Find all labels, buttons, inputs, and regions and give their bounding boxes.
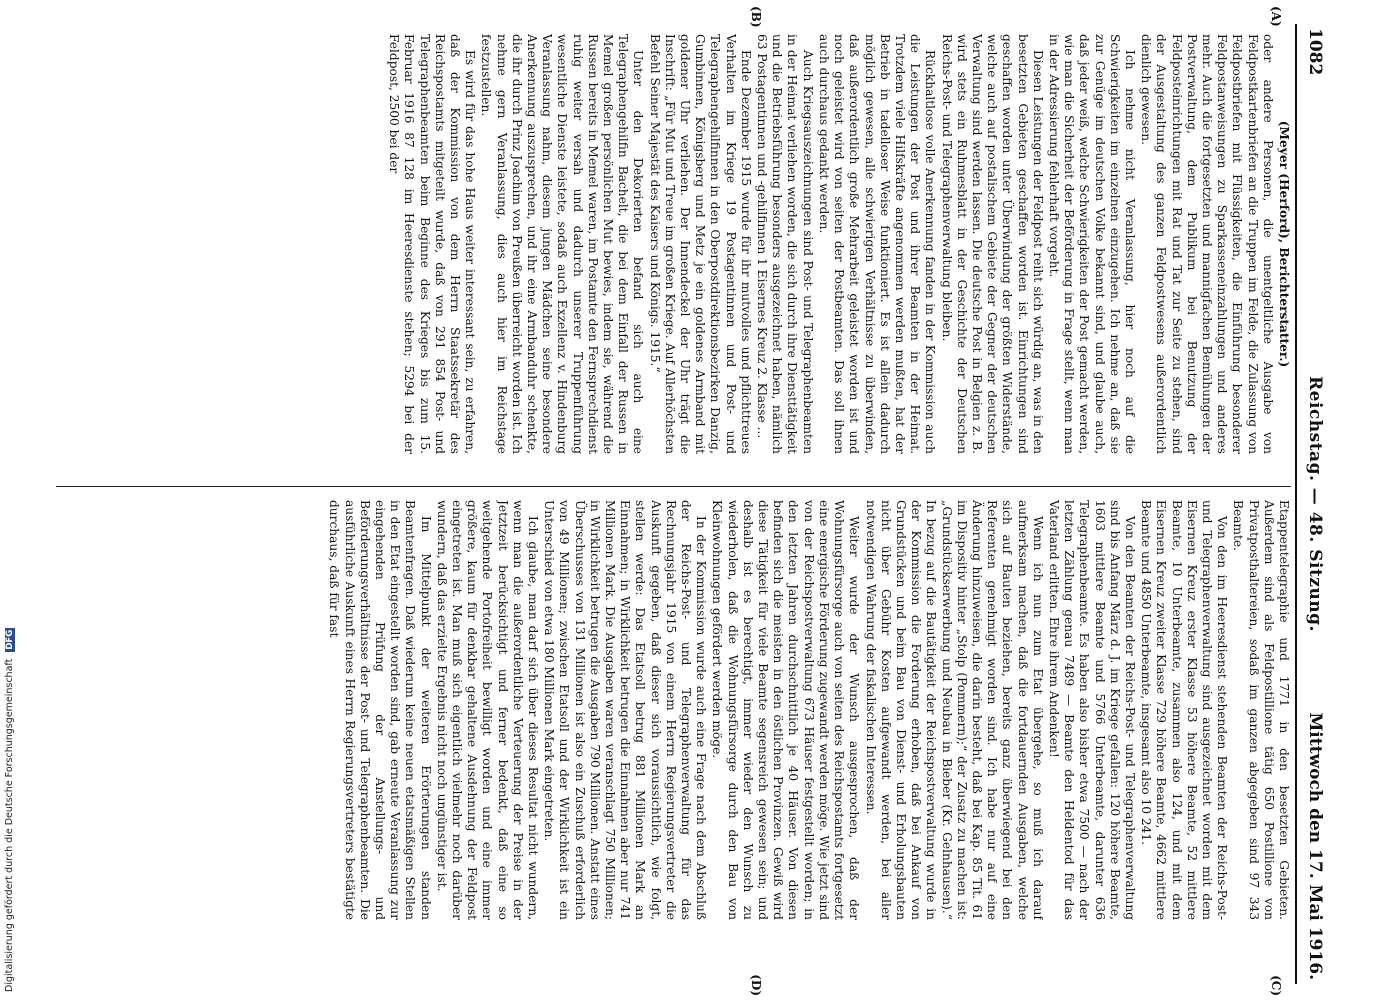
header-rule: [1295, 24, 1297, 984]
paragraph: Diesen Leistungen der Feldpost reiht sich würdig an, was in den besetzten Gebieten geschaffen worden ist. Einrichtungen sind geschaffen worden unter Überwindung der größten Widerstände, welche auch auf postalischem Gebiete der Gegner der deutschen Verwaltung sind werden lassen. Die deutsche Post in Belgien z. B. wird stets ein Ruhmesblatt in der Geschichte der Deutschen Reichs-Post- und Telegraphenverwaltung bleiben.: [939, 34, 1045, 454]
page-number: 1082: [1305, 28, 1325, 76]
session-date: Mittwoch den 17. Mai 1916.: [1305, 712, 1325, 980]
paragraph: Ich glaube, man darf sich über dieses Resultat nicht wundern, wenn man die außerordentliche Verteuerung der Preise in der Jetztzeit berücksichtigt und ferner bedenkt, daß eine so weitgehende Portofreiheit bewilligt worden und eine immer größere, kaum für denkbar gehaltene Ausdehnung der Feldpost eingetreten ist. Man muß sich eigentlich vielmehr noch darüber wundern, daß das erzielte Ergebnis nicht noch ungünstiger ist.: [434, 500, 541, 920]
margin-marker-c: (C): [1269, 975, 1283, 996]
page-title: Reichstag. — 48. Sitzung.: [1305, 376, 1325, 632]
dfg-logo: DFG: [5, 629, 15, 650]
paragraph: Weiter wurde der Wunsch ausgesprochen, daß der Wohnungsfürsorge auch von seiten des Reichspostamts fortgesetzt eine energische Förderung zugewandt werden möge. Wie jetzt sind von der Reichspostverwaltung 673 Häuser festgestellt worden; in den letzten Jahren durchschnittlich je 40 Häuser. Von diesen befinden sich die meisten in den östlichen Provinzen. Gewiß wird diese Tätigkeit für viele Beamte segensreich gewesen sein; und deshalb ist es berechtigt, immer wieder den Wunsch zu wiederholen, daß die Wohnungsfürsorge durch den Bau von Kleinwohnungen gefördert werden möge.: [710, 500, 862, 920]
digitization-credit: [4, 628, 15, 992]
paragraph: Ich nehme nicht Veranlassung, hier noch auf die Schwierigkeiten im einzelnen einzugehen. Ich nehme an, daß sie zur Genüge im deutschen Volke bekannt sind, und glaube auch, daß jeder weiß, welche Schwierigkeiten der Post gemacht werden, wie man die Sicherheit der Beförderung in Frage stellt, wenn man in der Adressierung fehlerhaft vorgeht.: [1046, 34, 1137, 454]
margin-marker-d: (D): [749, 974, 763, 996]
paragraph: In der Kommission wurde auch eine Frage nach dem Abschluß der Reichs-Post- und Telegraphenverwaltung für das Rechnungsjahr 1915 von einem Herrn Regierungsvertreter die Auskunft gegeben, daß dieser sich voraussichtlich, wie folgt, stellen werde: Das Etatsoll betrug 881 Millionen Mark an Einnahmen; in Wirklichkeit betrugen die Einnahmen aber nur 741 Millionen Mark. Die Ausgaben waren veranschlagt 750 Millionen; in Wirklichkeit betrugen die Ausgaben 790 Millionen. Anstatt eines Überschusses von 131 Millionen ist also ein Zuschuß erforderlich von 49 Millionen; zwischen Etatsoll und der Wirklichkeit ist ein Unterschied von etwa 180 Millionen Mark eingetreten.: [542, 500, 709, 920]
paragraph: Unter den Dekorierten befand sich auch eine Telegraphengehilfin Bachelt, die bei dem Einfall der Russen in Memel großen persönlichen Mut bewies, indem sie, während die Russen bereits in Memel waren, im Postamte den Fernsprechdienst ruhig weiter versah und dadurch unserer Truppenführung wesentliche Dienste leistete, sodaß auch Exzellenz v. Hindenburg Veranlassung nahm, diesem jungen Mädchen seine besondere Anerkennung auszusprechen, und ihr eine Armbanduhr schenkte, die ihr durch Prinz Joachim von Preußen überreicht worden ist. Ich nehme gern Veranlassung, dies auch hier im Reichstage festzustellen.: [479, 34, 646, 454]
paragraph: Wenn ich nun zum Etat übergehe, so muß ich darauf aufmerksam machen, daß die fortdauernden Ausgaben, welche sich auf Bauten beziehen, bereits ganz überwiegend bei den Referenten genehmigt worden sind. Ich habe nur auf eine Änderung hinzuweisen, die darin besteht, daß bei Kap. 85 Tit. 61 im Dispositiv hinter „Stolp (Pommern);“ der Zusatz zu machen ist: „Grundstückserwerbung und Neubau in Bieber (Kr. Gelnhausen).“ In bezug auf die Bautätigkeit der Reichspostverwaltung wurde in der Kommission die Forderung erhoben, daß bei Ankauf von Grundstücken und beim Bau von Dienst- und Erholungsbauten nicht über Gebühr Kosten aufgewandt werden, bei aller notwendigen Wahrung der fiskalischen Interessen.: [863, 500, 1045, 920]
column-divider: [56, 486, 1291, 487]
margin-marker-a: (A): [1269, 6, 1283, 27]
margin-marker-b: (B): [749, 6, 763, 28]
right-text-column: [56, 500, 1291, 920]
paragraph: Von den Beamten der Reichs-Post- und Telegraphenverwaltung sind bis Anfang März d. J. im Kriege gefallen: 120 höhere Beamte, 1603 mittlere Beamte und 5766 Unterbeamte, darunter 636 Telegraphenbeamte. Es haben also bisher etwa 7500 — nach der letzten Zählung genau 7489 — Beamte den Heldentod für das Vaterland erlitten. Ehre ihrem Andenken!: [1046, 500, 1137, 920]
credit-text: Digitalisierung gefördert durch die Deutsche Forschungsgemeinschaft: [4, 658, 15, 992]
paragraph: Ende Dezember 1915 wurde für ihr mutvolles und pflichttreues Verhalten im Kriege 19 Postagentinnen und Post- und Telegraphengehilfinnen in den Oberpostdirektionsbezirken Danzig, Gumbinnen, Königsberg und Metz je ein goldenes Armband mit goldener Uhr verliehen. Der Innendeckel der Uhr trägt die Inschrift: „Für Mut und Treue im großen Kriege. Auf Allerhöchsten Befehl Seiner Majestät des Kaisers und Königs. 1915.“: [647, 34, 753, 454]
speaker-line: (Meyer (Herford), Berichterstatter.): [1277, 120, 1291, 368]
paragraph: oder andere Personen, die unentgeltliche Ausgabe von Feldpostkartenbriefen an die Truppen im Felde, die Zulassung von Feldpostbriefen mit Flüssigkeiten, die Einführung besonderer Feldpostanweisungen zu Sparkasseneinzahlungen und anderes mehr. Auch die fortgesetzten und mannigfachen Bemühungen der Postverwaltung, dem Publikum bei Benutzung der Feldposteinrichtungen mit Rat und Tat zur Seite zu stehen, sind der Ausgestaltung des ganzen Feldpostwesens außerordentlich dienlich gewesen.: [1139, 34, 1275, 454]
left-text-column: [56, 34, 1291, 454]
paragraph: Es wird für das hohe Haus weiter interessant sein, zu erfahren, daß der Kommission von dem Herrn Staatssekretär des Reichspostamts mitgeteilt wurde, daß von 291 854 Post- und Telegraphenbeamten beim Beginne des Krieges bis zum 15. Februar 1916 87 128 im Heeresdienste stehen; 5294 bei der Feldpost, 2500 bei der: [387, 34, 478, 454]
paragraph: Rückhaltlose volle Anerkennung fanden in der Kommission auch die Leistungen der Post und ihrer Beamten in der Heimat. Trotzdem viele Hilfskräfte angenommen werden mußten, hat der Betrieb in tadelloser Weise funktioniert. Es ist allein dadurch möglich gewesen, alle schwierigen Verhältnisse zu überwinden, daß außerordentlich große Mehrarbeit geleistet worden ist und noch geleistet wird von seiten der Postbeamten. Das soll ihnen auch durchaus gedankt werden.: [816, 34, 938, 454]
paragraph: Auch Kriegsauszeichnungen sind Post- und Telegraphenbeamten in der Heimat verliehen worden, die sich durch ihre Diensttätigkeit und die Betriebsführung besonders ausgezeichnet haben, nämlich 63 Postagentinnen und -gehilfinnen 1 Eisernes Kreuz 2. Klasse ...: [755, 34, 815, 454]
paragraph: Von den im Heeresdienst stehenden Beamten der Reichs-Post- und Telegraphenverwaltung sind ausgezeichnet worden mit dem Eisernen Kreuz erster Klasse 53 höhere Beamte, 52 mittlere Beamte, 10 Unterbeamte, zusammen also 124, und mit dem Eisernen Kreuz zweiter Klasse 729 höhere Beamte, 4662 mittlere Beamte und 4850 Unterbeamte, insgesamt also 10 241.: [1139, 500, 1230, 920]
paragraph: Im Mittelpunkt der weiteren Erörterungen standen Beamtenfragen. Daß wiederum keine neuen etatsmäßigen Stellen in den Etat eingestellt worden sind, gab erneute Veranlassung zur eingehenden Prüfung der Anstellungs- und Beförderungsverhältnisse der Post- und Telegraphenbeamten. Die ausführliche Auskunft eines Herrn Regierungsvertreters bestätigte durchaus, daß für fast: [327, 500, 433, 920]
page-header: [1299, 28, 1325, 980]
paragraph: Etappentelegraphie und 1771 in den besetzten Gebieten. Außerdem sind als Feldpostillione tätig 650 Postillione von Privatposthaltereien, sodaß im ganzen abgegeben sind 97 343 Beamte.: [1231, 500, 1291, 920]
